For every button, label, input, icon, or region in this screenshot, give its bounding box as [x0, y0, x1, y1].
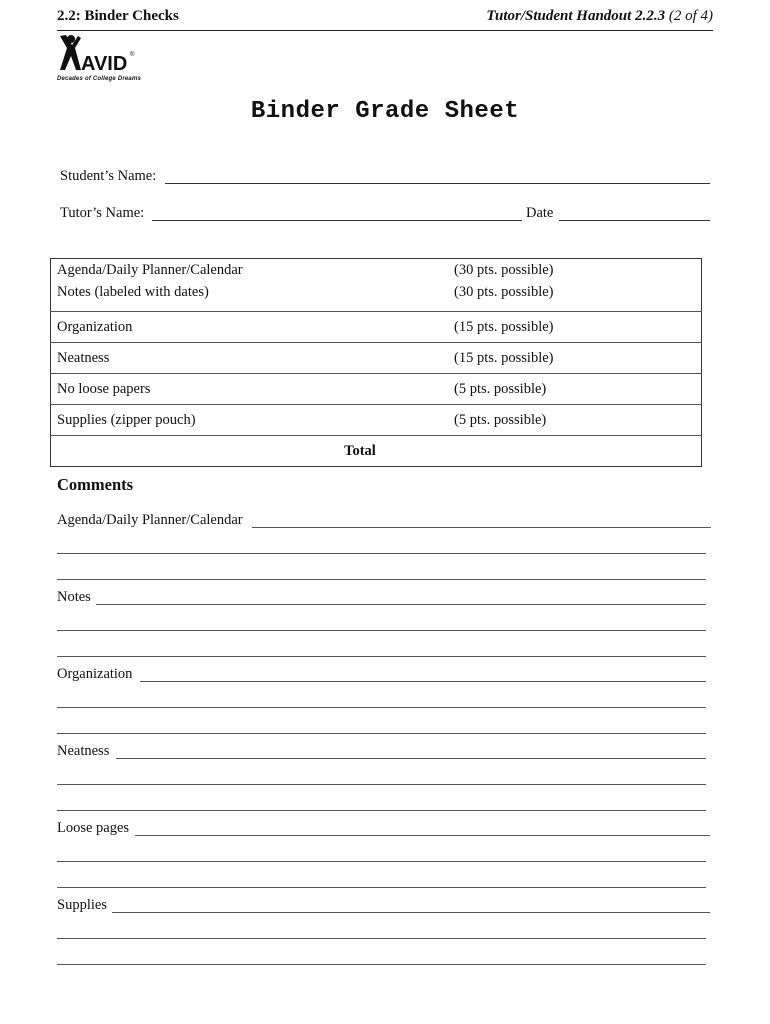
total-row	[51, 436, 702, 467]
student-name-field[interactable]	[165, 183, 710, 184]
comment-label-organization: Organization	[57, 666, 133, 682]
header-rule	[57, 30, 713, 31]
table-row	[51, 343, 702, 374]
row-points: (5 pts. possible)	[448, 405, 702, 436]
comment-label-notes: Notes	[57, 589, 91, 605]
row-item: Organization	[51, 312, 449, 343]
row-points: (15 pts. possible)	[448, 312, 702, 343]
table-row	[51, 259, 702, 282]
comment-line[interactable]	[57, 938, 706, 939]
comment-line[interactable]	[116, 758, 706, 759]
row-item: Notes (labeled with dates)	[57, 283, 209, 300]
comment-line[interactable]	[140, 681, 706, 682]
row-item: Neatness	[51, 343, 449, 374]
comment-line[interactable]	[57, 553, 706, 554]
comment-line[interactable]	[135, 835, 710, 836]
handout-title: Tutor/Student Handout 2.2.3	[486, 8, 666, 24]
comment-label-loose-pages: Loose pages	[57, 820, 130, 836]
logo-brand: AVID	[81, 53, 128, 75]
comment-line[interactable]	[57, 707, 706, 708]
date-field[interactable]	[559, 220, 710, 221]
comment-label-agenda: Agenda/Daily Planner/Calendar	[57, 512, 243, 528]
row-points: (15 pts. possible)	[448, 343, 702, 374]
row-item: No loose papers	[51, 374, 449, 405]
avid-figure-icon	[57, 34, 167, 76]
row-points: (5 pts. possible)	[448, 374, 702, 405]
comment-line[interactable]	[57, 630, 706, 631]
comment-label-neatness: Neatness	[57, 743, 110, 759]
comment-line[interactable]	[96, 604, 706, 605]
comment-line[interactable]	[57, 861, 706, 862]
student-name-label: Student’s Name:	[60, 168, 157, 184]
comment-line[interactable]	[252, 527, 711, 528]
row-points: (30 pts. possible)	[454, 283, 554, 300]
total-label: Total	[51, 436, 702, 467]
row-points: (30 pts. possible)	[454, 261, 554, 278]
comment-line[interactable]	[57, 810, 706, 811]
grade-table	[50, 258, 702, 467]
table-row	[51, 282, 702, 312]
comment-line[interactable]	[57, 733, 706, 734]
table-row	[51, 374, 702, 405]
avid-logo	[57, 34, 167, 82]
header-section: 2.2: Binder Checks	[57, 8, 179, 24]
comment-label-supplies: Supplies	[57, 897, 107, 913]
logo-tagline: Decades of College Dreams	[57, 76, 142, 82]
comment-line[interactable]	[57, 964, 706, 965]
comment-line[interactable]	[57, 784, 706, 785]
date-label: Date	[526, 205, 554, 221]
table-row	[51, 405, 702, 436]
page-title: Binder Grade Sheet	[250, 98, 520, 125]
comments-heading: Comments	[57, 475, 134, 494]
table-row	[51, 312, 702, 343]
header-handout	[486, 8, 713, 25]
tutor-name-field[interactable]	[152, 220, 522, 221]
page-indicator: (2 of 4)	[668, 8, 713, 24]
comment-line[interactable]	[112, 912, 710, 913]
row-item: Supplies (zipper pouch)	[51, 405, 449, 436]
svg-text:®: ®	[130, 52, 135, 58]
row-item: Agenda/Daily Planner/Calendar	[57, 261, 243, 278]
comment-line[interactable]	[57, 579, 706, 580]
tutor-name-label: Tutor’s Name:	[60, 205, 145, 221]
comment-line[interactable]	[57, 656, 706, 657]
comment-line[interactable]	[57, 887, 706, 888]
